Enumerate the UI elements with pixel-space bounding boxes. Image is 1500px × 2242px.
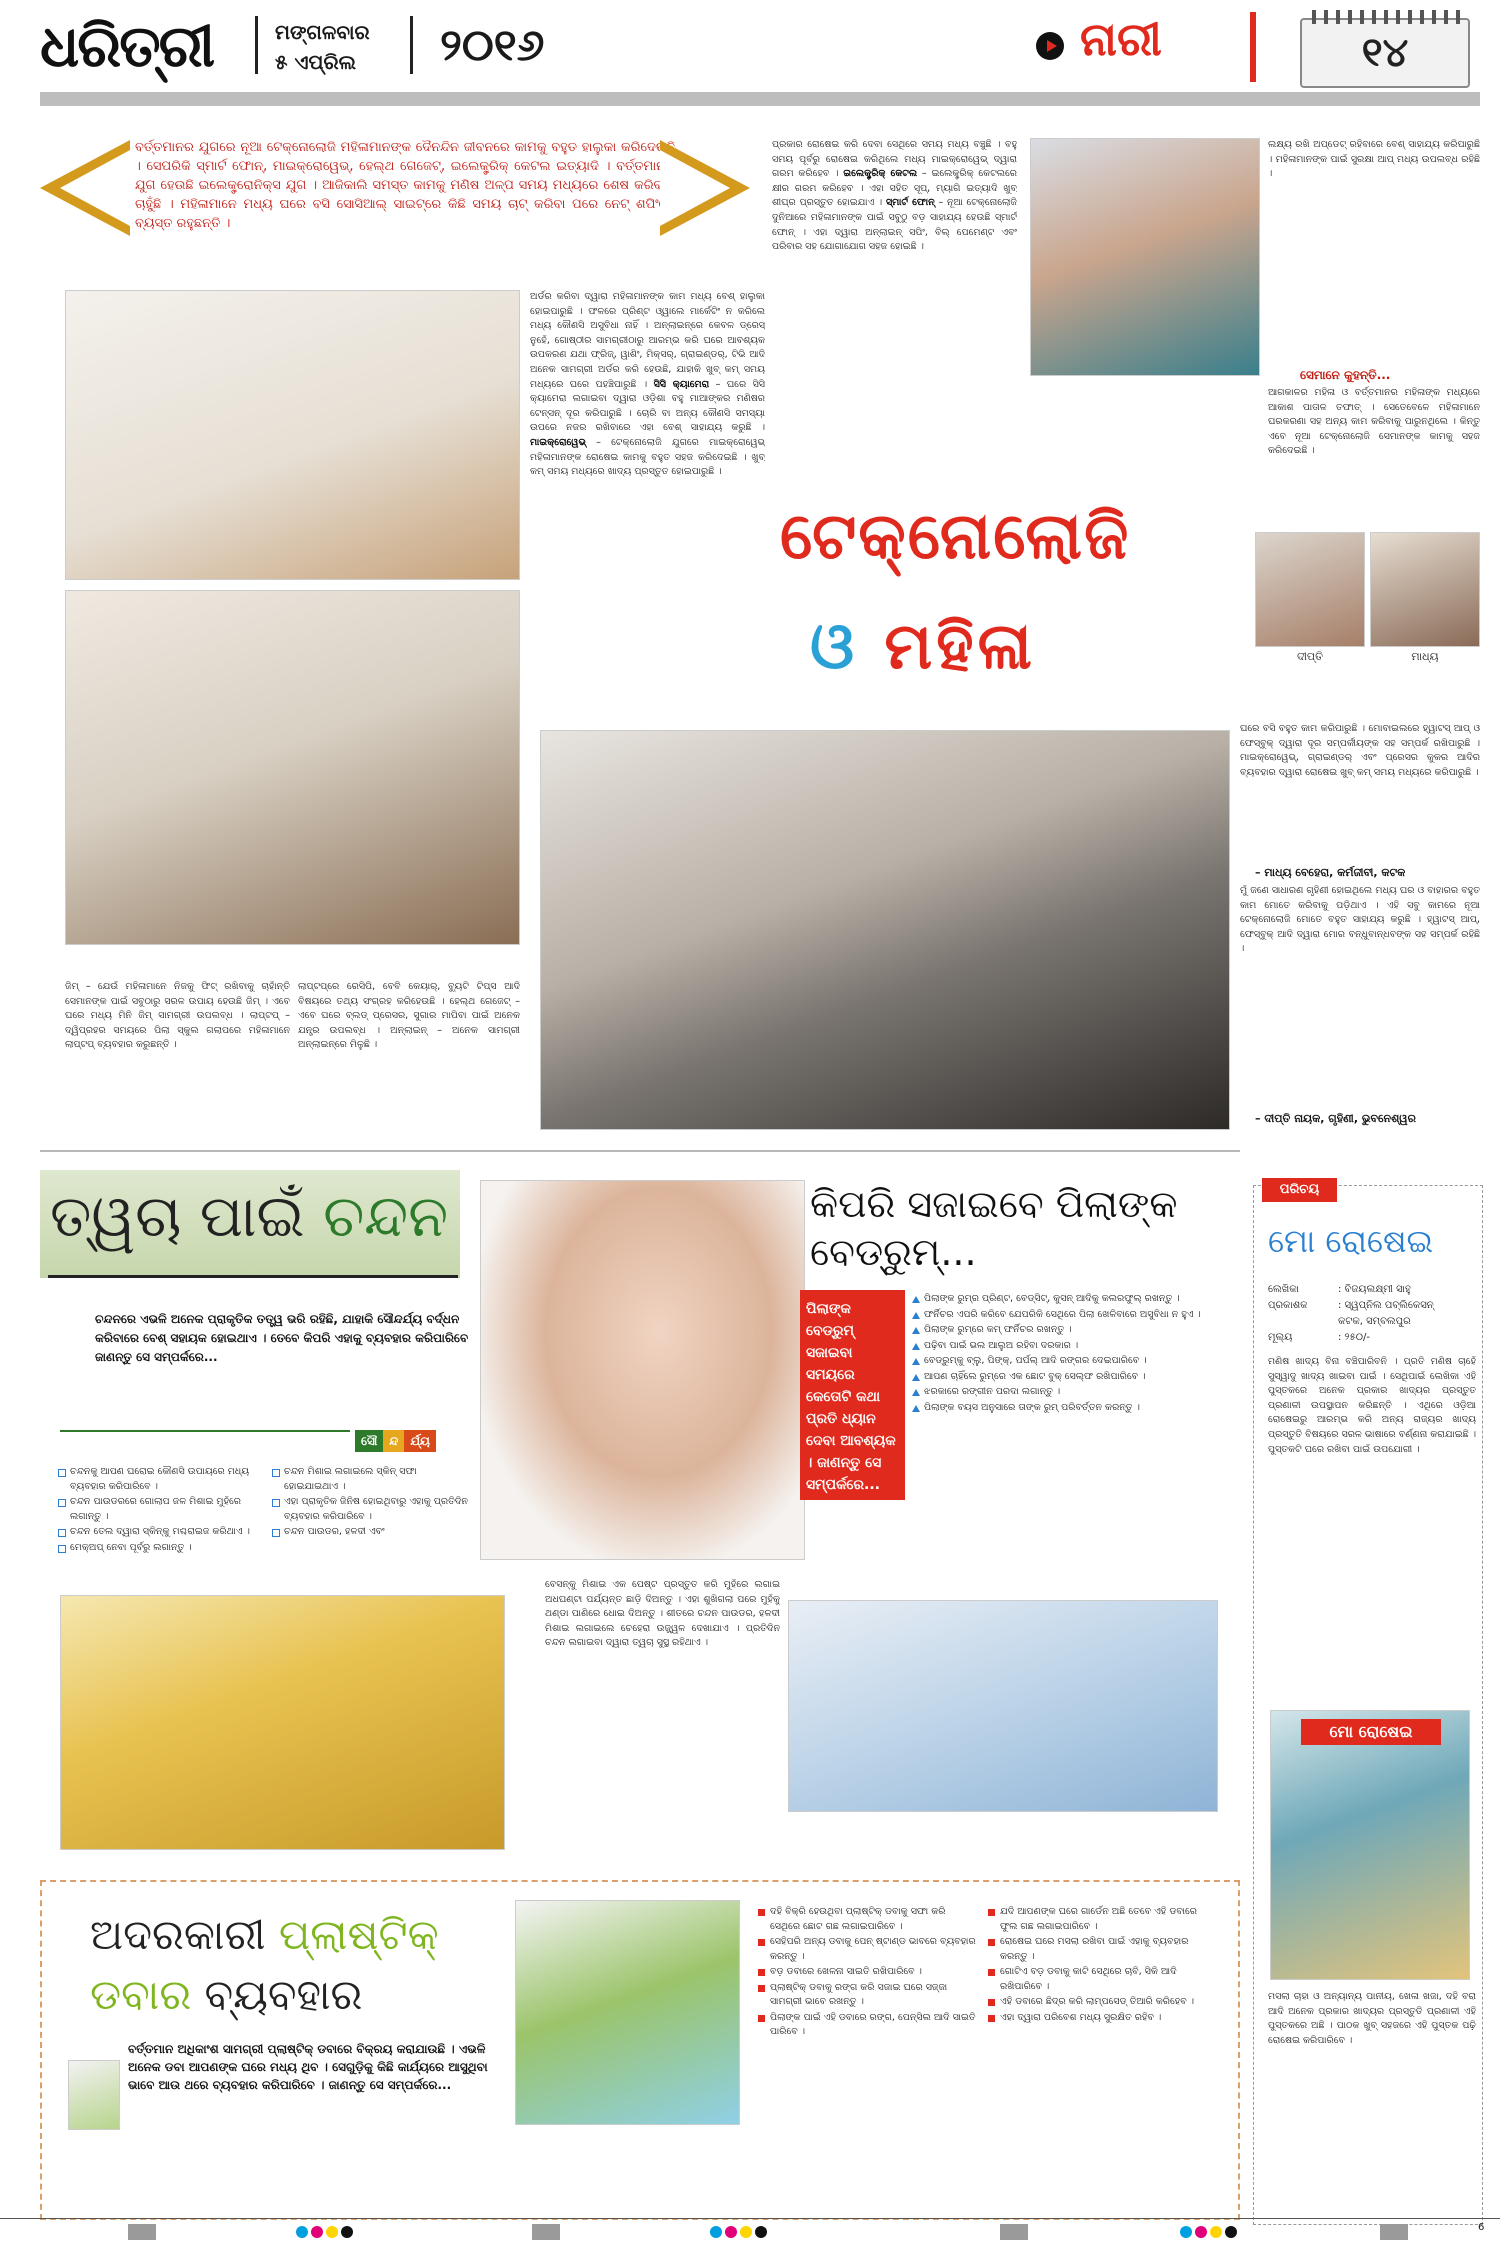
list-item: ପ୍ଲାଷ୍ଟିକ୍ ଡବାକୁ ରଙ୍ଗ କରି ସଜାଇ ଘରେ ସଜ୍ଜା ସାମଗ୍ରୀ ଭାବେ ରଖନ୍ତୁ । [758, 1981, 976, 2010]
section-name: ନାରୀ [1080, 12, 1162, 66]
tag-segment: ର୍ଯ୍ୟ [404, 1430, 436, 1452]
chevron-right-decoration-inner [660, 150, 730, 226]
header-separator [255, 16, 258, 74]
book-review-tag: ପରିଚୟ [1262, 1178, 1337, 1202]
meta-key: ମୂଲ୍ୟ [1268, 1332, 1293, 1343]
plastic-title-part: ବ୍ୟବହାର [204, 1970, 363, 2019]
list-item: ଦହି ବିକ୍ରି ହେଉଥିବା ପ୍ଲାଷ୍ଟିକ୍ ଡବାକୁ ସଫା କରି ସେଥିରେ ଛୋଟ ଗଛ ଲଗାଇପାରିବେ । [758, 1905, 976, 1934]
article-column-c [1268, 138, 1480, 360]
chevron-left-decoration-inner [60, 150, 130, 226]
plastic-title-part: ଡବାର [90, 1970, 192, 2019]
book-meta-row [1268, 1314, 1478, 1330]
article-text: – ଟେକ୍ନୋଲୋଜି ଯୁଗରେ ମାଇକ୍ରୋୱେଭ୍ ମହିଳାମାନଙ୍କ ରୋଷେଇ କାମକୁ ବହୁତ ସହଜ କରିଦେଇଛି । ଖୁବ୍ କମ୍ ସମୟ ମଧ୍ୟରେ ଖାଦ୍ୟ ପ୍ରସ୍ତୁତ ହୋଇପାରୁଛି । [530, 436, 765, 478]
list-item: ରୋଷେଇ ଘରେ ମସଲା ରଖିବା ପାଇଁ ଏହାକୁ ବ୍ୟବହାର କରନ୍ତୁ । [988, 1935, 1213, 1964]
book-review-text: ମସଲା ଚାହା ଓ ଅନ୍ୟାନ୍ୟ ପାନୀୟ, ଖେଳା ଖଜା, ଦହି ବରା ଆଦି ଅନେକ ପ୍ରକାର ଖାଦ୍ୟର ପ୍ରସ୍ତୁତି ପ୍ରଣାଳୀ ଏହି ପୁସ୍ତକରେ ଅଛି । ପାଠକ ଖୁବ୍ ସହଜରେ ଏହି ପୁସ୍ତକ ପଢ଼ି ରୋଷେଇ କରିପାରିବେ । [1268, 1991, 1476, 2046]
plastic-intro: ବର୍ତ୍ତମାନ ଅଧିକାଂଶ ସାମଗ୍ରୀ ପ୍ଲାଷ୍ଟିକ୍ ଡବାରେ ବିକ୍ରୟ କରାଯାଉଛି । ଏଭଳି ଅନେକ ଡବା ଆପଣଙ୍କ ଘରେ ମଧ୍ୟ ଥିବ । ସେଗୁଡ଼ିକୁ କିଛି କାର୍ଯ୍ୟରେ ଆସୁଥିବା ଭାବେ ଆଉ ଥରେ ବ୍ୟବହାର କରିପାରିବେ । ଜାଣନ୍ତୁ ସେ ସମ୍ପର୍କରେ... [128, 2042, 488, 2092]
photo-woman-kitchen [540, 730, 1230, 1130]
article-text: – ନୂଆ ଟେକ୍ନୋଲୋଜି ଦୁନିଆରେ ମହିଳାମାନଙ୍କ ପାଇଁ ସବୁଠୁ ବଡ଼ ସାହାଯ୍ୟ ହେଉଛି ସ୍ମାର୍ଟ ଫୋନ୍ । ଏହା ଦ୍ୱାରା ଅନ୍‌ଲାଇନ୍ ସପିଂ, ବିଲ୍ ପେମେଣ୍ଟ ଏବଂ ପରିବାର ସହ ଯୋଗାଯୋଗ ସହଜ ହୋଇଛି । [772, 197, 1017, 253]
page-number: ୧୪ [1361, 30, 1409, 76]
photo-woman-face [480, 1180, 805, 1560]
list-item: ଏହି ଡବାରେ ଛିଦ୍ର କରି ଲାମ୍ପସେଡ୍ ତିଆରି କରିହେବ । [988, 1995, 1213, 2010]
list-item: ମେକ୍‌ଅପ୍ ନେବା ପୂର୍ବରୁ ଲଗାନ୍ତୁ । [58, 1541, 263, 1556]
opinion-text: ଆଗକାଳର ମହିଳା ଓ ବର୍ତ୍ତମାନର ମହିଳାଙ୍କ ମଧ୍ୟରେ ଆକାଶ ପାତାଳ ତଫାତ୍ । ସେତେବେଳେ ମହିଳାମାନେ ଘରକରଣା ସହ ଅନ୍ୟ କାମ କରିବାକୁ ପାରୁନଥିଲେ । କିନ୍ତୁ ଏବେ ନୂଆ ଟେକ୍ନୋଲୋଜି ସେମାନଙ୍କ କାମକୁ ସହଜ କରିଦେଇଛି । [1268, 387, 1480, 457]
section-divider [1250, 12, 1256, 82]
list-item: ଚନ୍ଦନ ପାଉଡର, ହଳଦୀ ଏବଂ [272, 1525, 472, 1540]
photo-book-cover [1270, 1710, 1470, 1980]
registration-marks [710, 2226, 767, 2238]
photo-woman-phone [1030, 138, 1260, 376]
photo-kids-bedroom [788, 1600, 1218, 1812]
plastic-title-line1 [90, 1910, 439, 1960]
book-meta [1268, 1282, 1478, 1346]
skin-tag [355, 1430, 436, 1452]
header-date: ୫ ଏପ୍ରିଲ [275, 50, 357, 74]
masthead-rule [40, 92, 1480, 106]
registration-block [532, 2224, 560, 2240]
play-icon [1036, 32, 1064, 60]
meta-key: ପ୍ରକାଶକ [1268, 1300, 1308, 1311]
photo-woman-madhya [1370, 532, 1480, 647]
list-item: ପିଲାଙ୍କ ପାଇଁ ଏହି ଡବାରେ ରଙ୍ଗ, ପେନ୍‌ସିଲ ଆଦି ସାଇତି ପାରିବେ । [758, 2011, 976, 2040]
opinion-heading: ସେମାନେ କୁହନ୍ତି... [1300, 368, 1391, 382]
photo-small-plant [68, 2060, 120, 2130]
list-item: ପିଲାଙ୍କ ବୟସ ଅନୁସାରେ ତାଙ୍କ ରୁମ୍ ପରିବର୍ତ୍ତନ କରନ୍ତୁ । [912, 1401, 1232, 1416]
skin-column: ବେସନ୍‌କୁ ମିଶାଇ ଏକ ପେଷ୍ଟ ପ୍ରସ୍ତୁତ କରି ମୁହଁରେ ଲଗାଇ ଅଧଘଣ୍ଟା ପର୍ଯ୍ୟନ୍ତ ଛାଡ଼ି ଦିଅନ୍ତୁ । ଏହା ଶୁଖିଗଲା ପରେ ମୁହଁକୁ ଥଣ୍ଡା ପାଣିରେ ଧୋଇ ଦିଅନ୍ତୁ । ଶୀତରେ ଚନ୍ଦନ ପାଉଡର, ହଳଦୀ ମିଶାଇ ଲଗାଇଲେ ଚେହେରା ଉଜ୍ଜ୍ୱଳ ଦେଖାଯାଏ । ପ୍ରତିଦିନ ଚନ୍ଦନ ଲଗାଇବା ଦ୍ୱାରା ତ୍ୱଚା ସୁସ୍ଥ ରହିଥାଏ । [545, 1579, 780, 1649]
bedroom-callout: ପିଲାଙ୍କ ବେଡ୍‌ରୁମ୍ ସଜାଇବା ସମୟରେ କେତୋଟି କଥା ପ୍ରତି ଧ୍ୟାନ ଦେବା ଆବଶ୍ୟକ । ଜାଣନ୍ତୁ ସେ ସମ୍ପର୍କରେ... [800, 1290, 905, 1500]
quote-byline: – ଦୀପ୍ତି ନାୟକ, ଗୃହିଣୀ, ଭୁବନେଶ୍ୱର [1255, 1112, 1416, 1125]
plastic-title-line2 [90, 1970, 362, 2020]
list-item: ଫର୍ନିଚର ଏପରି କରିବେ ଯେପରିକି ସେଥିରେ ପିଲା ଖେଳିବାରେ ଅସୁବିଧା ନ ହୁଏ । [912, 1308, 1232, 1323]
article-text: ପ୍ରକାର ରୋଷେଇ କରି ଦେବା ସେଥିରେ ସମୟ ମଧ୍ୟ ବଞ୍ଚୁଛି । ବହୁ ସମୟ ପୂର୍ବରୁ ରୋଷେଇ କରିଥିଲେ ମଧ୍ୟ ମାଇକ୍ରୋୱେଭ୍ ଦ୍ୱାରା ଗରମ କରିହେବ । [772, 139, 1017, 180]
header-year: ୨୦୧୬ [440, 20, 545, 71]
quote-text: ମୁଁ ଜଣେ ସାଧାରଣ ଗୃହିଣୀ ହୋଇଥିଲେ ମଧ୍ୟ ଘର ଓ ବାହାରର ବହୁତ କାମ ମୋତେ କରିବାକୁ ପଡ଼ିଥାଏ । ଏହି ସବୁ କାମରେ ନୂଆ ଟେକ୍ନୋଲୋଜି ମୋତେ ବହୁତ ସାହାଯ୍ୟ କରୁଛି । ହ୍ୱାଟସ୍ ଆପ୍, ଫେସ୍‌ବୁକ୍ ଆଦି ଦ୍ୱାରା ମୋର ବନ୍ଧୁବାନ୍ଧବଙ୍କ ସହ ସମ୍ପର୍କ ରହିଛି । [1240, 885, 1480, 955]
list-item: ଏହା ଦ୍ୱାରା ପରିବେଶ ମଧ୍ୟ ସୁରକ୍ଷିତ ରହିବ । [988, 2011, 1213, 2026]
header-separator [410, 16, 413, 74]
quote-byline: – ମାଧ୍ୟ ବେହେରା, କର୍ମଜୀବୀ, କଟକ [1255, 866, 1406, 879]
list-item: ଆପଣ ଚାହିଁଲେ ରୁମ୍‌ରେ ଏକ ଛୋଟ ବୁକ୍ ସେଲ୍ଫ ରଖିପାରିବେ । [912, 1370, 1232, 1385]
article-text: – ଇଲେକ୍ଟ୍ରିକ୍ କେଟଲରେ କ୍ଷୀର ଗରମ କରିହେବ । ଏହା ସହିତ ସୂପ୍, ମ୍ୟାଗି ଇତ୍ୟାଦି ଖୁବ୍ ଶୀଘ୍ର ପ୍ରସ୍ତୁତ ହୋଇଯାଏ । [772, 168, 1017, 209]
photo-plants-in-containers [515, 1900, 740, 2125]
book-meta-row [1268, 1330, 1478, 1346]
photo-woman-laptop [65, 290, 520, 580]
skin-tips-list [272, 1465, 472, 1580]
skin-title [50, 1182, 448, 1251]
registration-marks [1180, 2226, 1237, 2238]
photo-caption: ମାଧ୍ୟ [1411, 650, 1439, 663]
book-meta-row [1268, 1298, 1478, 1314]
header-day: ମଙ୍ଗଳବାର [275, 20, 370, 44]
meta-value: କଟକ, ସମ୍ବଲପୁର [1338, 1316, 1411, 1327]
article-column-a [530, 290, 765, 730]
list-item: ସେହିପରି ଅନ୍ୟ ଡବାକୁ ପେନ୍ ଷ୍ଟାଣ୍ଡ ଭାବରେ ବ୍ୟବହାର କରନ୍ତୁ । [758, 1935, 976, 1964]
photo-woman-cooking [65, 590, 520, 945]
section-divider [40, 1150, 1240, 1152]
newspaper-logo: ଧରିତ୍ରୀ [40, 12, 214, 80]
subhead-microwave: ମାଇକ୍ରୋୱେଭ୍ [530, 436, 586, 448]
registration-marks [296, 2226, 353, 2238]
tips-column: ଜିମ୍ – ଯେଉଁ ମହିଳାମାନେ ନିଜକୁ ଫିଟ୍ ରଖିବାକୁ ଚାହାଁନ୍ତି ସେମାନଙ୍କ ପାଇଁ ସବୁଠାରୁ ସରଳ ଉପାୟ ହେଉଛି ଜିମ୍ । ଏବେ ଘରେ ମଧ୍ୟ ମିନି ଜିମ୍ ସାମଗ୍ରୀ ଉପଲବ୍ଧ । ଲାପ୍‌ଟପ୍ – ଦ୍ୱିପ୍ରହର ସମୟରେ ପିଲା ସ୍କୁଲ ଗଲାପରେ ମହିଳାମାନେ ଲାପ୍‌ଟପ୍ ବ୍ୟବହାର କରୁଛନ୍ତି । [65, 981, 290, 1051]
list-item: ଚନ୍ଦନ ମିଶାଇ ଲଗାଇଲେ ସ୍କିନ୍ ସଫା ହୋଇଯାଇଥାଏ । [272, 1465, 472, 1494]
subhead-smartphone: ସ୍ମାର୍ଟ ଫୋନ୍ [885, 197, 935, 209]
list-item: ଚନ୍ଦନ ପାଉଡରରେ ଗୋଲାପ ଜଳ ମିଶାଇ ମୁହଁରେ ଲଗାନ୍ତୁ । [58, 1495, 263, 1524]
article-title-conjunction: ଓ [810, 610, 859, 684]
plastic-tips-list [988, 1905, 1213, 2210]
intro-text: ବର୍ତ୍ତମାନର ଯୁଗରେ ନୂଆ ଟେକ୍ନୋଲୋଜି ମହିଳାମାନଙ୍କ ଦୈନନ୍ଦିନ ଜୀବନରେ କାମକୁ ବହୁତ ହାଲୁକା କରିଦେଉଛି । ସେପରିକି ସ୍ମାର୍ଟ ଫୋନ୍, ମାଇକ୍ରୋୱେଭ୍, ହେଲ୍ଥ ଗେଜେଟ୍, ଇଲେକ୍ଟ୍ରିକ୍ କେଟଲ ଇତ୍ୟାଦି । ବର୍ତ୍ତମାନର ଯୁଗ ହେଉଛି ଇଲେକ୍ଟ୍ରୋନିକ୍ସ ଯୁଗ । ଆଜିକାଲି ସମସ୍ତ କାମକୁ ମଣିଷ ଅଳ୍ପ ସମୟ ମଧ୍ୟରେ ଶେଷ କରିବାକୁ ଚାହୁଁଛି । ମହିଳାମାନେ ମଧ୍ୟ ଘରେ ବସି ସୋସିଆଲ୍ ସାଇଟ୍‌ରେ କିଛି ସମୟ ଚାଟ୍ କରିବା ପରେ ନେଟ୍ ଶପିଂରେ ବ୍ୟସ୍ତ ରହୁଛନ୍ତି । [135, 140, 675, 231]
meta-value: : ୨୫୦/- [1338, 1332, 1370, 1343]
tips-column: ଲାପ୍‌ଟପ୍‌ରେ ରେସିପି, ବେବି କେୟାର୍, ବ୍ୟୁଟି ଟିପ୍ସ ଆଦି ବିଷୟରେ ତଥ୍ୟ ସଂଗ୍ରହ କରିହେଉଛି । ହେଲ୍ଥ ଗେଜେଟ୍ – ଏବେ ଘରେ ବ୍ଲଡ୍ ପ୍ରେସର, ସୁଗାର ମାପିବା ପାଇଁ ଅନେକ ଯନ୍ତ୍ର ଉପଲବ୍ଧ । ଅନ୍‌ଲାଇନ୍ – ଅନେକ ସାମଗ୍ରୀ ଅନ୍‌ଲାଇନ୍‌ରେ ମିଳୁଛି । [298, 981, 520, 1051]
skin-title-underline [48, 1275, 458, 1278]
plastic-title-part: ଅଦରକାରୀ [90, 1910, 266, 1959]
list-item: ବଡ଼ ଡବାରେ ଖେଳନା ସାଇତି ରଖିପାରିବେ । [758, 1965, 976, 1980]
skin-rule [60, 1430, 350, 1432]
book-cover-title: ମୋ ରୋଷେଇ [1301, 1719, 1441, 1745]
meta-key: ଲେଖିକା [1268, 1284, 1299, 1295]
list-item: ବେଡ୍‌ରୁମ୍‌କୁ ବ୍ଲୁ, ପିଙ୍କ୍, ପର୍ପଲ୍ ଆଦି ରଙ୍ଗର ଦେଇପାରିବେ । [912, 1354, 1232, 1369]
list-item: ଚନ୍ଦନକୁ ଆପଣ ଘରୋଇ କୌଣସି ଉପାୟରେ ମଧ୍ୟ ବ୍ୟବହାର କରିପାରିବେ । [58, 1465, 263, 1494]
list-item: ଝରକାରେ ରଙ୍ଗୀନ ପରଦା ଲଗାନ୍ତୁ । [912, 1385, 1232, 1400]
quote-text: ଘରେ ବସି ବହୁତ କାମ କରିପାରୁଛି । ମୋବାଇଲରେ ହ୍ୱାଟସ୍ ଆପ୍ ଓ ଫେସ୍‌ବୁକ୍ ଦ୍ୱାରା ଦୂର ସମ୍ପର୍କୀୟଙ୍କ ସହ ସମ୍ପର୍କ ରଖିପାରୁଛି । ମାଇକ୍ରୋୱେଭ୍, ଗ୍ରାଇଣ୍ଡର୍ ଏବଂ ପ୍ରେସର କୁକର ଆଦିର ବ୍ୟବହାର ଦ୍ୱାରା ରୋଷେଇ ଖୁବ୍ କମ୍ ସମୟ ମଧ୍ୟରେ କରିପାରୁଛି । [1240, 723, 1480, 778]
footer-rule [0, 2218, 1500, 2219]
registration-block [1000, 2224, 1028, 2240]
list-item: ଗୋଟିଏ ବଡ଼ ଡବାକୁ କାଟି ସେଥିରେ ଚାବି, ସିକି ଆଦି ରଖିପାରିବେ । [988, 1965, 1213, 1994]
bedroom-tips-list [912, 1292, 1232, 1587]
article-title-word: ମହିଳା [884, 610, 1036, 684]
article-title-line1: ଟେକ୍ନୋଲୋଜି [780, 500, 1131, 574]
list-item: ଯଦି ଆପଣଙ୍କ ଘରେ ଗାର୍ଡେନ ଅଛି ତେବେ ଏହି ଡବାରେ ଫୁଲ ଗଛ ଲଗାଇପାରିବେ । [988, 1905, 1213, 1934]
book-review-text: ମଣିଷ ଖାଦ୍ୟ ବିନା ବଞ୍ଚିପାରିବନି । ପ୍ରତି ମଣିଷ ଚାହେଁ ସୁସ୍ୱାଦୁ ଖାଦ୍ୟ ଖାଇବା ପାଇଁ । ସେଥିପାଇଁ ଲେଖିକା ଏହି ପୁସ୍ତକରେ ଅନେକ ପ୍ରକାର ଖାଦ୍ୟର ପ୍ରସ୍ତୁତ ପ୍ରଣାଳୀ ଉପସ୍ଥାପନ କରିଛନ୍ତି । ଏଥିରେ ଓଡ଼ିଆ ରୋଷେଇରୁ ଆରମ୍ଭ କରି ଅନ୍ୟ ରାଜ୍ୟର ଖାଦ୍ୟ ପ୍ରସ୍ତୁତି ବିଷୟରେ ସରଳ ଭାଷାରେ ବର୍ଣ୍ଣନା କରାଯାଇଛି । ପୁସ୍ତକଟି ଘରେ ରଖିବା ପାଇଁ ଉପଯୋଗୀ । [1268, 1356, 1476, 1455]
article-column-b [772, 138, 1017, 483]
list-item: ପିଲାଙ୍କ ରୁମ୍‌ର ପ୍ରିଣ୍ଟ, ବେଡ୍‌ସିଟ୍, କୁସନ୍ ଆଦିକୁ କଲରଫୁଲ୍ ରଖନ୍ତୁ । [912, 1292, 1232, 1307]
registration-block [1380, 2224, 1408, 2240]
list-item: ଏହା ପ୍ରାକୃତିକ ଜିନିଷ ହୋଇଥିବାରୁ ଏହାକୁ ପ୍ରତିଦିନ ବ୍ୟବହାର କରିପାରିବେ । [272, 1495, 472, 1524]
skin-title-part: ତ୍ୱଚା ପାଇଁ [50, 1182, 305, 1250]
plastic-title-part: ପ୍ଲାଷ୍ଟିକ୍ [278, 1910, 439, 1959]
article-text: – ଘରେ ସିସି କ୍ୟାମେରା ଲଗାଇବା ଦ୍ୱାରା ଓଡ଼ିଶା ବହୁ ମାଆଙ୍କର ମଣିଷର ଟେନ୍‌ସନ୍ ଦୂର କରିପାରୁଛି । ଚୋରି ବା ଅନ୍ୟ କୌଣସି ସମସ୍ୟା ଉପରେ ନଜର ରଖିବାରେ ଏହା ବେଶ୍ ସାହାଯ୍ୟ କରୁଛି । [530, 378, 765, 434]
article-text: ଲକ୍ଷ୍ୟ ରଖି ଅପ୍‌ଡେଟ୍ ରହିବାରେ ବେଶ୍ ସାହାଯ୍ୟ କରିପାରୁଛି । ମହିଳାମାନଙ୍କ ପାଇଁ ସୁରକ୍ଷା ଆପ୍ ମଧ୍ୟ ଉପଲବ୍ଧ ରହିଛି । [1268, 139, 1480, 180]
article-text: ଅର୍ଡର କରିବା ଦ୍ୱାରା ମହିଳାମାନଙ୍କ କାମ ମଧ୍ୟ ବେଶ୍ ହାଲୁକା ହୋଇପାରୁଛି । ଫଳରେ ପ୍ରିଣ୍ଟ ଓ୍ୱାଲେ ମାର୍କେଟିଂ ନ କରିଲେ ମଧ୍ୟ କୌଣସି ଅସୁବିଧା ନାହିଁ । ଅନ୍‌ଲାଇନ୍‌ରେ କେବଳ ଡ୍ରେସ୍ ନୁହେଁ, ଗୋଷ୍ଠୀର ସାମଗ୍ରୀଠାରୁ ଆରମ୍ଭ କରି ଘରେ ଆବଶ୍ୟକ ଉପକରଣ ଯଥା ଫ୍ରିଜ୍, ୱାଶିଂ, ମିକ୍ସ‌ର୍, ଗ୍ରାଇଣ୍ଡର୍, ଟିଭି ଆଦି ଅନେକ ସାମଗ୍ରୀ ଅର୍ଡର କରି ହେଉଛି, ଯାହାକି ଖୁବ୍ କମ୍ ସମୟ ମଧ୍ୟରେ ଘରେ ପହଞ୍ଚିପାରୁଛି । [530, 291, 765, 390]
skin-tips-list [58, 1465, 263, 1580]
registration-block [128, 2224, 156, 2240]
list-item: ପିଲାଙ୍କ ରୁମ୍‌ରେ କମ୍ ଫର୍ନିଚର ରଖନ୍ତୁ । [912, 1323, 1232, 1338]
plastic-tips-list [758, 1905, 976, 2210]
footer-page-number: 6 [1478, 2222, 1485, 2233]
bedroom-title: କିପରି ସଜାଇବେ ପିଲାଙ୍କ ବେଡ୍‌ରୁମ୍... [810, 1182, 1178, 1274]
tag-segment: ନ୍ଦ [383, 1430, 404, 1452]
subhead-kettle: ଇଲେକ୍ଟ୍ରିକ୍ କେଟଲ [843, 168, 918, 180]
subhead-cctv: ସିସି କ୍ୟାମେରା [653, 378, 710, 390]
photo-caption: ଦୀପ୍ତି [1296, 650, 1324, 663]
photo-turmeric-face-pack [60, 1595, 505, 1850]
calendar-icon [1300, 18, 1470, 88]
tag-segment: ସୌ [355, 1430, 383, 1452]
meta-value: : ସ୍ୱପ୍ନିଲ ପବ୍ଲିକେସନ୍ [1338, 1300, 1434, 1311]
book-meta-row [1268, 1282, 1478, 1298]
meta-value: : ବିଜୟଲକ୍ଷ୍ମୀ ସାହୁ [1338, 1284, 1411, 1295]
list-item: ପଢ଼ିବା ପାଇଁ ଭଲ ଆଲୁଅ ରହିବା ଦରକାର । [912, 1339, 1232, 1354]
article-title-line2 [810, 610, 1036, 684]
photo-woman-deepti [1255, 532, 1365, 647]
meta-key [1268, 1314, 1338, 1330]
book-title: ମୋ ରୋଷେଇ [1268, 1222, 1434, 1260]
calendar-rings [1312, 10, 1462, 24]
skin-title-part: ଚନ୍ଦନ [323, 1182, 449, 1250]
skin-intro: ଚନ୍ଦନରେ ଏଭଳି ଅନେକ ପ୍ରାକୃତିକ ତତ୍ତ୍ୱ ଭରି ରହିଛି, ଯାହାକି ସୌନ୍ଦର୍ଯ୍ୟ ବର୍ଦ୍ଧନ କରିବାରେ ବେଶ୍ ସହାୟକ ହୋଇଥାଏ । ତେବେ କିପରି ଏହାକୁ ବ୍ୟବହାର କରିପାରିବେ ଜାଣନ୍ତୁ ସେ ସମ୍ପର୍କରେ... [95, 1312, 469, 1364]
list-item: ଚନ୍ଦନ ତେଲ ଦ୍ୱାରା ସ୍କିନ୍‌କୁ ମଶ୍ଚରାଇଜ କରିଥାଏ । [58, 1525, 263, 1540]
